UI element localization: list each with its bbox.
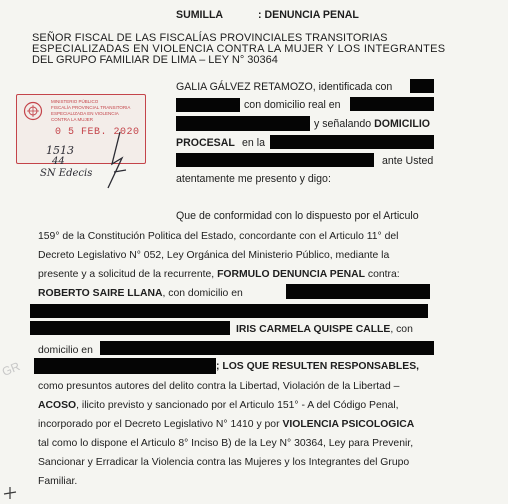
atentamente-text: atentamente me presento y digo:	[176, 173, 331, 185]
redaction	[34, 358, 216, 374]
stamp-line-2: FISCALÍA PROVINCIAL TRANSITORIA	[51, 105, 131, 110]
en-la-text: en la	[242, 137, 265, 149]
redaction	[286, 284, 430, 299]
procesal-label: PROCESAL	[176, 137, 235, 149]
sumilla-label: SUMILLA	[176, 9, 224, 21]
redaction	[270, 135, 434, 149]
handwritten-note: SN Edecis	[40, 168, 93, 179]
body-line-2: 159° de la Constitución Politica del Estado, concordante con el Articulo 11° del	[38, 231, 399, 242]
sumilla-value: : DENUNCIA PENAL	[258, 9, 359, 21]
redaction	[176, 116, 310, 131]
addressee-line-3: DEL GRUPO FAMILIAR DE LIMA – LEY N° 30364	[32, 54, 278, 66]
body-line-10: ACOSO, ilicito previsto y sancionado por el Articulo 151° - A del Código Penal,	[38, 400, 399, 411]
redaction	[176, 98, 240, 112]
complainant-name: GALIA GÁLVEZ RETAMOZO, identificada con	[176, 81, 393, 93]
stamp-date: 0 5 FEB. 2020	[55, 127, 140, 138]
ante-usted-text: ante Usted	[382, 155, 434, 167]
margin-mark: GR	[0, 359, 22, 379]
body-line-4: presente y a solicitud de la recurrente, FORMULO DENUNCIA PENAL contra:	[38, 269, 400, 280]
domicilio-real-text: con domicilio real en	[244, 99, 341, 111]
body-line-12: tal como lo dispone el Articulo 8° Inciso B) de la Ley N° 30364, Ley para Prevenir,	[38, 438, 414, 449]
body-line-14: Familiar.	[38, 476, 78, 487]
body-line-3: Decreto Legislativo N° 052, Ley Orgánica del Ministerio Público, mediante la	[38, 250, 390, 261]
senalando-text: y señalando DOMICILIO	[314, 118, 431, 130]
redaction	[350, 97, 434, 111]
redaction	[410, 79, 434, 93]
stamp-line-4: CONTRA LA MUJER	[51, 117, 94, 122]
addressee-line-2: ESPECIALIZADAS EN VIOLENCIA CONTRA LA MUJER Y LOS INTEGRANTES	[32, 43, 446, 55]
handwritten-number: 1513	[46, 144, 74, 157]
stamp-line-1: MINISTERIO PÚBLICO	[51, 99, 99, 104]
margin-plus-icon	[2, 484, 20, 500]
body-line-1: Que de conformidad con lo dispuesto por el Articulo	[176, 210, 419, 222]
body-line-7: domicilio en	[38, 345, 93, 356]
stamp-line-3: ESPECIALIZADA EN VIOLENCIA	[51, 111, 119, 116]
addressee-line-1: SEÑOR FISCAL DE LAS FISCALÍAS PROVINCIALES TRANSITORIAS	[32, 32, 388, 44]
redaction	[30, 304, 428, 318]
body-line-5: ROBERTO SAIRE LLANA, con domicilio en	[38, 288, 243, 299]
seal-icon	[23, 101, 43, 121]
body-line-6: IRIS CARMELA QUISPE CALLE, con	[236, 324, 413, 335]
redaction	[100, 341, 434, 355]
body-line-13: Sancionar y Erradicar la Violencia contra las Mujeres y los Integrantes del Grupo	[38, 457, 410, 468]
handwritten-signature-icon	[100, 128, 132, 192]
body-line-11: incorporado por el Decreto Legislativo N° 1410 y por VIOLENCIA PSICOLOGICA	[38, 419, 415, 430]
handwritten-sub: 44	[52, 156, 65, 167]
body-line-8: ; LOS QUE RESULTEN RESPONSABLES,	[216, 361, 420, 372]
redaction	[176, 153, 374, 167]
body-line-9: como presuntos autores del delito contra la Libertad, Violación de la Libertad –	[38, 381, 400, 392]
redaction	[30, 321, 230, 335]
